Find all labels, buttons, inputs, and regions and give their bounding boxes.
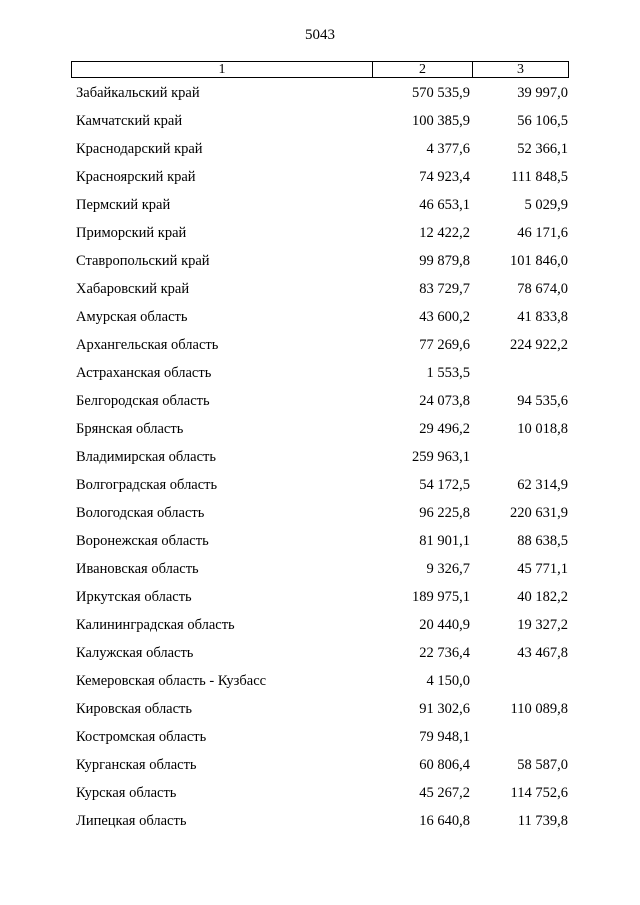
table-row bbox=[0, 529, 640, 557]
region-name: Костромская область bbox=[76, 729, 207, 745]
value-col-2: 29 496,2 bbox=[419, 421, 470, 437]
value-col-2: 24 073,8 bbox=[419, 393, 470, 409]
value-col-2: 77 269,6 bbox=[419, 337, 470, 353]
region-name: Хабаровский край bbox=[76, 281, 190, 297]
value-col-2: 4 150,0 bbox=[426, 673, 470, 689]
region-name: Липецкая область bbox=[76, 813, 187, 829]
value-col-3: 58 587,0 bbox=[517, 757, 568, 773]
value-col-2: 570 535,9 bbox=[412, 85, 470, 101]
table-row bbox=[0, 221, 640, 249]
value-col-2: 189 975,1 bbox=[412, 589, 470, 605]
region-name: Красноярский край bbox=[76, 169, 196, 185]
value-col-2: 1 553,5 bbox=[426, 365, 470, 381]
value-col-3: 43 467,8 bbox=[517, 645, 568, 661]
region-name: Курская область bbox=[76, 785, 177, 801]
value-col-3: 46 171,6 bbox=[517, 225, 568, 241]
table-row bbox=[0, 613, 640, 641]
header-col-2: 2 bbox=[373, 62, 473, 77]
region-name: Ивановская область bbox=[76, 561, 199, 577]
value-col-2: 100 385,9 bbox=[412, 113, 470, 129]
table-row bbox=[0, 445, 640, 473]
region-name: Ставропольский край bbox=[76, 253, 210, 269]
value-col-3: 40 182,2 bbox=[517, 589, 568, 605]
region-name: Астраханская область bbox=[76, 365, 212, 381]
table-row bbox=[0, 417, 640, 445]
value-col-2: 60 806,4 bbox=[419, 757, 470, 773]
header-col-3: 3 bbox=[517, 62, 524, 77]
value-col-3: 39 997,0 bbox=[517, 85, 568, 101]
table-row bbox=[0, 501, 640, 529]
value-col-3: 5 029,9 bbox=[524, 197, 568, 213]
region-name: Камчатский край bbox=[76, 113, 183, 129]
value-col-3: 62 314,9 bbox=[517, 477, 568, 493]
value-col-2: 79 948,1 bbox=[419, 729, 470, 745]
table-row bbox=[0, 109, 640, 137]
value-col-3: 19 327,2 bbox=[517, 617, 568, 633]
region-name: Калужская область bbox=[76, 645, 194, 661]
region-name: Пермский край bbox=[76, 197, 171, 213]
value-col-3: 11 739,8 bbox=[517, 813, 568, 829]
table-row bbox=[0, 193, 640, 221]
table-row bbox=[0, 249, 640, 277]
table-row bbox=[0, 81, 640, 109]
region-name: Курганская область bbox=[76, 757, 197, 773]
table-row bbox=[0, 165, 640, 193]
value-col-3: 41 833,8 bbox=[517, 309, 568, 325]
value-col-3: 224 922,2 bbox=[510, 337, 568, 353]
table-row bbox=[0, 697, 640, 725]
table-row bbox=[0, 361, 640, 389]
value-col-2: 45 267,2 bbox=[419, 785, 470, 801]
table-body bbox=[0, 81, 640, 837]
value-col-2: 54 172,5 bbox=[419, 477, 470, 493]
value-col-2: 83 729,7 bbox=[419, 281, 470, 297]
table-row bbox=[0, 473, 640, 501]
region-name: Кировская область bbox=[76, 701, 193, 717]
value-col-2: 43 600,2 bbox=[419, 309, 470, 325]
table-row bbox=[0, 389, 640, 417]
value-col-2: 22 736,4 bbox=[419, 645, 470, 661]
value-col-3: 45 771,1 bbox=[517, 561, 568, 577]
region-name: Архангельская область bbox=[76, 337, 219, 353]
table-row bbox=[0, 753, 640, 781]
table-row bbox=[0, 585, 640, 613]
region-name: Забайкальский край bbox=[76, 85, 200, 101]
table-row bbox=[0, 641, 640, 669]
value-col-2: 259 963,1 bbox=[412, 449, 470, 465]
region-name: Волгоградская область bbox=[76, 477, 218, 493]
region-name: Воронежская область bbox=[76, 533, 209, 549]
region-name: Краснодарский край bbox=[76, 141, 203, 157]
value-col-2: 46 653,1 bbox=[419, 197, 470, 213]
value-col-2: 99 879,8 bbox=[419, 253, 470, 269]
table-row bbox=[0, 305, 640, 333]
table-row bbox=[0, 137, 640, 165]
region-name: Амурская область bbox=[76, 309, 188, 325]
region-name: Приморский край bbox=[76, 225, 187, 241]
value-col-3: 52 366,1 bbox=[517, 141, 568, 157]
region-name: Брянская область bbox=[76, 421, 184, 437]
table-row bbox=[0, 781, 640, 809]
header-col-1: 1 bbox=[72, 62, 373, 77]
table-row bbox=[0, 725, 640, 753]
value-col-3: 10 018,8 bbox=[517, 421, 568, 437]
value-col-2: 91 302,6 bbox=[419, 701, 470, 717]
value-col-3: 94 535,6 bbox=[517, 393, 568, 409]
region-name: Вологодская область bbox=[76, 505, 205, 521]
value-col-3: 114 752,6 bbox=[510, 785, 568, 801]
table-row bbox=[0, 333, 640, 361]
value-col-2: 74 923,4 bbox=[419, 169, 470, 185]
table-row bbox=[0, 669, 640, 697]
region-name: Калининградская область bbox=[76, 617, 235, 633]
value-col-2: 9 326,7 bbox=[426, 561, 470, 577]
region-name: Иркутская область bbox=[76, 589, 192, 605]
value-col-2: 16 640,8 bbox=[419, 813, 470, 829]
table-row bbox=[0, 277, 640, 305]
table-row bbox=[0, 809, 640, 837]
value-col-2: 81 901,1 bbox=[419, 533, 470, 549]
value-col-3: 111 848,5 bbox=[511, 169, 568, 185]
value-col-2: 96 225,8 bbox=[419, 505, 470, 521]
value-col-2: 20 440,9 bbox=[419, 617, 470, 633]
value-col-3: 101 846,0 bbox=[510, 253, 568, 269]
value-col-3: 78 674,0 bbox=[517, 281, 568, 297]
table-header bbox=[71, 61, 569, 78]
value-col-3: 88 638,5 bbox=[517, 533, 568, 549]
value-col-2: 12 422,2 bbox=[419, 225, 470, 241]
table-row bbox=[0, 557, 640, 585]
value-col-2: 4 377,6 bbox=[426, 141, 470, 157]
page-number: 5043 bbox=[305, 27, 335, 43]
value-col-3: 56 106,5 bbox=[517, 113, 568, 129]
value-col-3: 110 089,8 bbox=[510, 701, 568, 717]
region-name: Владимирская область bbox=[76, 449, 216, 465]
value-col-3: 220 631,9 bbox=[510, 505, 568, 521]
region-name: Белгородская область bbox=[76, 393, 210, 409]
region-name: Кемеровская область - Кузбасс bbox=[76, 673, 267, 689]
